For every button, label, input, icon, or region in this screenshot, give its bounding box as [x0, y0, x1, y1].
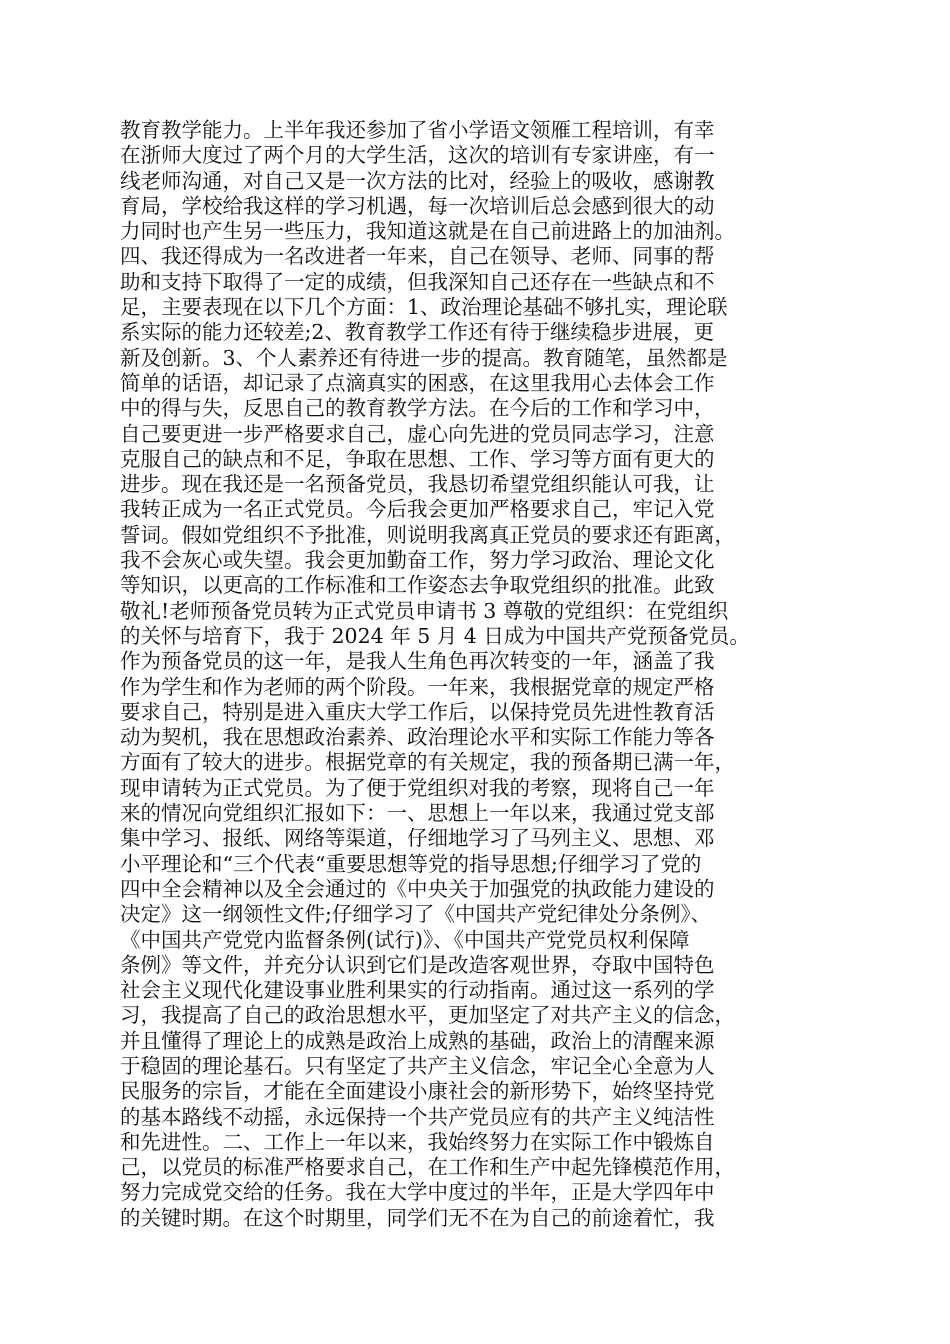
- text-line: 于稳固的理论基石。只有坚定了共产主义信念，牢记全心全意为人: [120, 1053, 715, 1078]
- text-line: 进步。现在我还是一名预备党员，我恳切希望党组织能认可我，让: [120, 472, 715, 497]
- text-line: 民服务的宗旨，才能在全面建设小康社会的新形势下，始终坚持党: [120, 1079, 715, 1104]
- text-line: 决定》这一纲领性文件;仔细学习了《中国共产党纪律处分条例》、: [120, 902, 712, 927]
- text-line: 社会主义现代化建设事业胜利果实的行动指南。通过这一系列的学: [120, 978, 715, 1003]
- text-line: 的关怀与培育下，我于 2024 年 5 月 4 日成为中国共产党预备党员。: [120, 623, 750, 648]
- text-line: 作为预备党员的这一年，是我人生角色再次转变的一年，涵盖了我: [120, 649, 715, 674]
- text-line: 四、我还得成为一名改进者一年来，自己在领导、老师、同事的帮: [120, 244, 715, 269]
- body-text: [120, 118, 830, 1231]
- text-line: 简单的话语，却记录了点滴真实的困惑，在这里我用心去体会工作: [120, 370, 715, 395]
- text-line: 动为契机，我在思想政治素养、政治理论水平和实际工作能力等各: [120, 725, 715, 750]
- text-line: 自己要更进一步严格要求自己，虚心向先进的党员同志学习，注意: [120, 421, 715, 446]
- text-line: 育局，学校给我这样的学习机遇，每一次培训后总会感到很大的动: [120, 193, 715, 218]
- text-line: 方面有了较大的进步。根据党章的有关规定，我的预备期已满一年，: [120, 750, 735, 775]
- text-line: 现申请转为正式党员。为了便于党组织对我的考察，现将自己一年: [120, 775, 715, 800]
- text-line: 力同时也产生另一些压力，我知道这就是在自己前进路上的加油剂。: [120, 219, 735, 244]
- text-line: 系实际的能力还较差;2、教育教学工作还有待于继续稳步进展，更: [120, 320, 714, 345]
- text-line: 条例》等文件，并充分认识到它们是改造客观世界，夺取中国特色: [120, 952, 715, 977]
- text-line: 习，我提高了自己的政治思想水平，更加坚定了对共产主义的信念，: [120, 1003, 735, 1028]
- text-line: 并且懂得了理论上的成熟是政治上成熟的基础，政治上的清醒来源: [120, 1028, 715, 1053]
- text-line: 《中国共产党党内监督条例(试行)》、《中国共产党党员权利保障: [120, 927, 690, 952]
- text-line: 来的情况向党组织汇报如下：一、思想上一年以来，我通过党支部: [120, 801, 715, 826]
- text-line: 助和支持下取得了一定的成绩，但我深知自己还存在一些缺点和不: [120, 269, 715, 294]
- text-line: 小平理论和“三个代表“重要思想等党的指导思想;仔细学习了党的: [120, 851, 702, 876]
- text-line: 的基本路线不动摇，永远保持一个共产党员应有的共产主义纯洁性: [120, 1104, 715, 1129]
- text-line: 努力完成党交给的任务。我在大学中度过的半年，正是大学四年中: [120, 1180, 715, 1205]
- text-line: 教育教学能力。上半年我还参加了省小学语文领雁工程培训，有幸: [120, 118, 715, 142]
- text-line: 己，以党员的标准严格要求自己，在工作和生产中起先锋模范作用，: [120, 1155, 735, 1180]
- text-line: 要求自己，特别是进入重庆大学工作后，以保持党员先进性教育活: [120, 699, 715, 724]
- text-line: 和先进性。二、工作上一年以来，我始终努力在实际工作中锻炼自: [120, 1129, 715, 1154]
- text-line: 足，主要表现在以下几个方面：1、政治理论基础不够扎实，理论联: [120, 295, 728, 320]
- text-line: 中的得与失，反思自己的教育教学方法。在今后的工作和学习中，: [120, 396, 715, 421]
- text-line: 誓词。假如党组织不予批准，则说明我离真正党员的要求还有距离，: [120, 522, 735, 547]
- text-line: 的关键时期。在这个时期里，同学们无不在为自己的前途着忙，我: [120, 1205, 715, 1230]
- text-line: 四中全会精神以及全会通过的《中央关于加强党的执政能力建设的: [120, 876, 715, 901]
- text-line: 集中学习、报纸、网络等渠道，仔细地学习了马列主义、思想、邓: [120, 826, 715, 851]
- text-line: 新及创新。3、个人素养还有待进一步的提高。教育随笔，虽然都是: [120, 345, 728, 370]
- text-line: 在浙师大度过了两个月的大学生活，这次的培训有专家讲座，有一: [120, 143, 715, 168]
- text-line: 克服自己的缺点和不足，争取在思想、工作、学习等方面有更大的: [120, 446, 715, 471]
- text-line: 线老师沟通，对自己又是一次方法的比对，经验上的吸收，感谢教: [120, 168, 715, 193]
- text-line: 敬礼!老师预备党员转为正式党员申请书 3 尊敬的党组织：在党组织: [120, 598, 729, 623]
- text-line: 我转正成为一名正式党员。今后我会更加严格要求自己，牢记入党: [120, 497, 715, 522]
- text-line: 等知识，以更高的工作标准和工作姿态去争取党组织的批准。此致: [120, 573, 715, 598]
- text-line: 我不会灰心或失望。我会更加勤奋工作，努力学习政治、理论文化: [120, 548, 715, 573]
- text-line: 作为学生和作为老师的两个阶段。一年来，我根据党章的规定严格: [120, 674, 715, 699]
